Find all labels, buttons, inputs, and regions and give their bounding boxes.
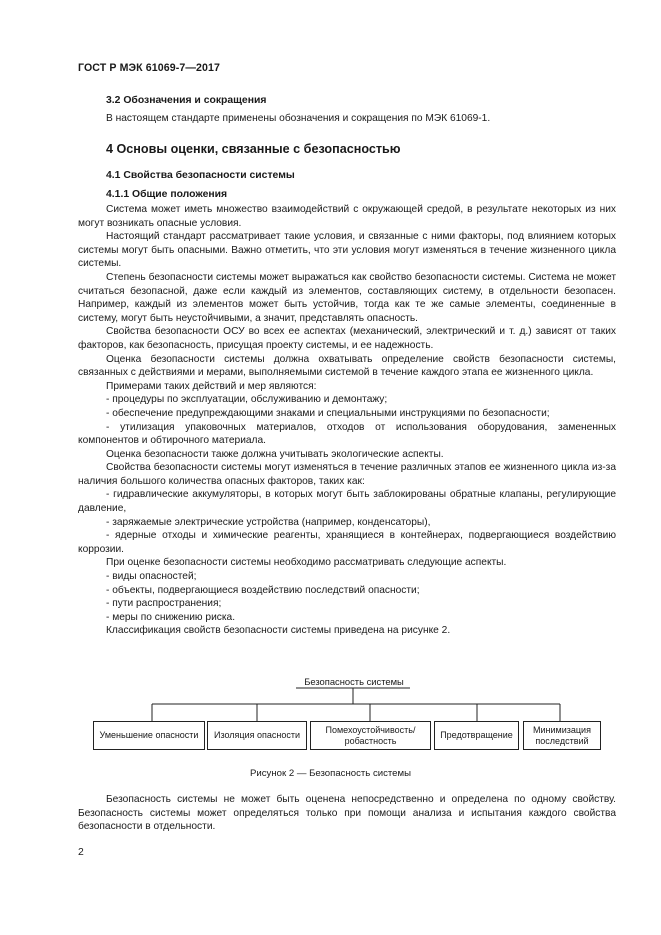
- paragraph: Примерами таких действий и мер являются:: [106, 380, 317, 392]
- paragraph: Свойства безопасности ОСУ во всех ее аспектах (механический, электрический и т. д.) зависят от таких факторов, как безопасность, присущая проекту системы, и ее надежность.: [78, 326, 616, 351]
- list-item: - меры по снижению риска.: [106, 611, 236, 623]
- closing-paragraph: Безопасность системы не может быть оценена непосредственно и определена по одному свойству. Безопасность системы может определяться только при помощи анализа и испытания каждого свойства безопасности в отдельности.: [78, 794, 616, 833]
- paragraph: Настоящий стандарт рассматривает такие условия, и связанные с ними факторы, под влиянием которых системы могут быть опасными. Важно отметить, что эти условия могут изменяться в течение жизненного цикла системы.: [78, 231, 616, 270]
- list-item: - гидравлические аккумуляторы, в которых могут быть заблокированы обратные клапаны, регулирующие давление,: [78, 489, 616, 515]
- section-4-1-heading: 4.1 Свойства безопасности системы: [106, 170, 295, 181]
- paragraph: При оценке безопасности системы необходимо рассматривать следующие аспекты.: [106, 557, 507, 569]
- list-item: - процедуры по эксплуатации, обслуживанию и демонтажу;: [106, 394, 388, 406]
- figure-node: Помехоустойчивость/ робастность: [310, 721, 431, 750]
- section-3-2-text: В настоящем стандарте применены обозначения и сокращения по МЭК 61069-1.: [106, 113, 491, 124]
- closing-block: [78, 793, 616, 834]
- figure-node: Предотвращение: [434, 721, 519, 750]
- document-code: ГОСТ Р МЭК 61069-7—2017: [78, 62, 221, 74]
- paragraph: Оценка безопасности системы должна охватывать определение свойств безопасности системы, связанных с действиями и мерами, выполняемыми системой в течение каждого этапа ее жизненного цикла.: [78, 353, 616, 379]
- figure-node: Минимизация последствий: [523, 721, 601, 750]
- list-item: - пути распространения;: [106, 598, 222, 610]
- page-number: 2: [78, 847, 84, 858]
- figure-node: Изоляция опасности: [207, 721, 307, 750]
- list-item: - объекты, подвергающиеся воздействию последствий опасности;: [106, 584, 420, 596]
- list-item: - обеспечение предупреждающими знаками и специальными инструкциями по безопасности;: [106, 407, 550, 419]
- list-item: - заряжаемые электрические устройства (например, конденсаторы),: [106, 516, 431, 528]
- list-item: - ядерные отходы и химические реагенты, хранящиеся в контейнерах, подвергающиеся воздействию коррозии.: [78, 530, 616, 555]
- list-item: - утилизация упаковочных материалов, отходов от использования оборудования, замененных компонентов и обтирочного материала.: [78, 421, 616, 447]
- figure-root-label: Безопасность системы: [304, 676, 404, 687]
- paragraph: Система может иметь множество взаимодействий с окружающей средой, в результате некоторых из них могут возникать опасные условия.: [78, 204, 616, 229]
- paragraph: Свойства безопасности системы могут изменяться в течение различных этапов ее жизненного цикла из-за наличия большого количества опасных факторов, таких как:: [78, 462, 616, 487]
- paragraph: Оценка безопасности также должна учитывать экологические аспекты.: [106, 448, 444, 460]
- section-4-1-1-heading: 4.1.1 Общие положения: [106, 189, 228, 200]
- figure-node: Уменьшение опасности: [93, 721, 205, 750]
- paragraph: Классификация свойств безопасности системы приведена на рисунке 2.: [106, 625, 451, 637]
- figure-caption: Рисунок 2 — Безопасность системы: [249, 768, 412, 779]
- section-3-2-heading: 3.2 Обозначения и сокращения: [106, 95, 267, 106]
- paragraph: Степень безопасности системы может выражаться как свойство безопасности системы. Система не может считаться безопасной, даже если каждый из элементов, составляющих систему, в отдельности безопасен. Например, каждый из элементов может быть устойчив, тогда как те же самые элементы, соединенные в систему, могут быть неустойчивыми, а значит, представлять опасность.: [78, 271, 616, 324]
- section-4-heading: 4 Основы оценки, связанные с безопасностью: [106, 142, 401, 156]
- list-item: - виды опасностей;: [106, 571, 197, 583]
